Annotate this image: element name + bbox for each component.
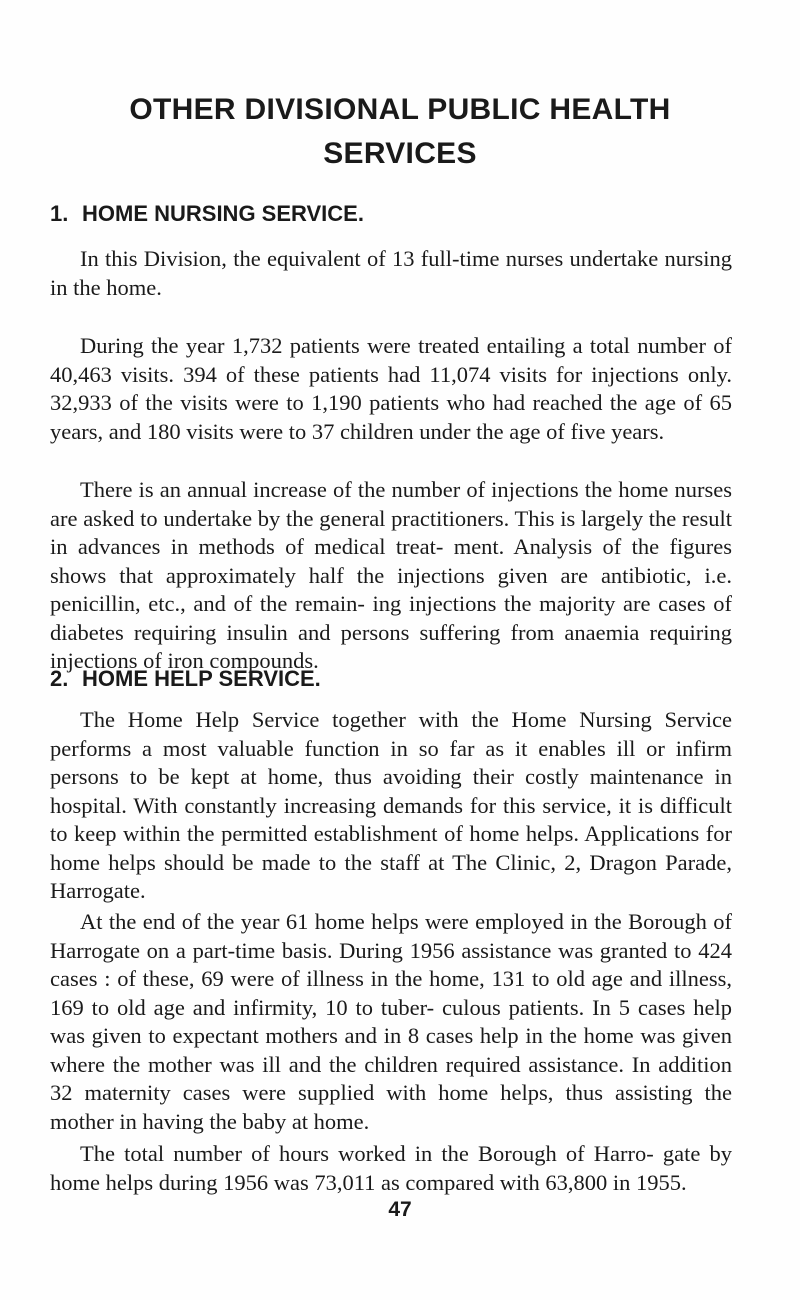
paragraph: There is an annual increase of the number of injections the home nurses are asked to undertake by the general practitioners. This is largely the result in advances in methods of medical treat- ment. Analysis of the figures shows that approximately half the injections given are antibiotic, i.e. penicillin, etc., and of the remain- ing injections the majority are cases of diabetes requiring insulin and persons suffering from anaemia requiring injections of iron compounds. [50,477,732,673]
paragraph: During the year 1,732 patients were treated entailing a total number of 40,463 visits. 394 of these patients had 11,074 visits for injections only. 32,933 of the visits were to 1,190 patients who had reached the age of 65 years, and 180 visits were to 37 children under the age of five years. [50,333,732,444]
section-number: 2. [50,666,69,691]
section-number: 1. [50,201,69,226]
section-title: HOME NURSING SERVICE. [82,201,364,226]
section-title: HOME HELP SERVICE. [82,666,321,691]
paragraph: In this Division, the equivalent of 13 full-time nurses undertake nursing in the home. [50,246,732,300]
paragraph: The total number of hours worked in the Borough of Harro- gate by home helps during 1956 was 73,011 as compared with 63,800 in 1955. [50,1141,732,1195]
page-number: 47 [388,1198,412,1221]
section-heading-home-help [50,665,321,693]
page-title-line-1: OTHER DIVISIONAL PUBLIC HEALTH [129,93,671,126]
section-heading-home-nursing [50,200,364,228]
page-title-line-2: SERVICES [323,137,477,170]
paragraph: At the end of the year 61 home helps were employed in the Borough of Harrogate on a part-time basis. During 1956 assistance was granted to 424 cases : of these, 69 were of illness in the home, 131 to old age and illness, 169 to old age and infirmity, 10 to tuber- culous patients. In 5 cases help was given to expectant mothers and in 8 cases help in the home was given where the mother was ill and the children required assistance. In addition 32 maternity cases were supplied with home helps, thus assisting the mother in having the baby at home. [50,909,732,1134]
paragraph: The Home Help Service together with the Home Nursing Service performs a most valuable function in so far as it enables ill or infirm persons to be kept at home, thus avoiding their costly maintenance in hospital. With constantly increasing demands for this service, it is difficult to keep within the permitted establishment of home helps. Applications for home helps should be made to the staff at The Clinic, 2, Dragon Parade, Harrogate. [50,707,732,903]
